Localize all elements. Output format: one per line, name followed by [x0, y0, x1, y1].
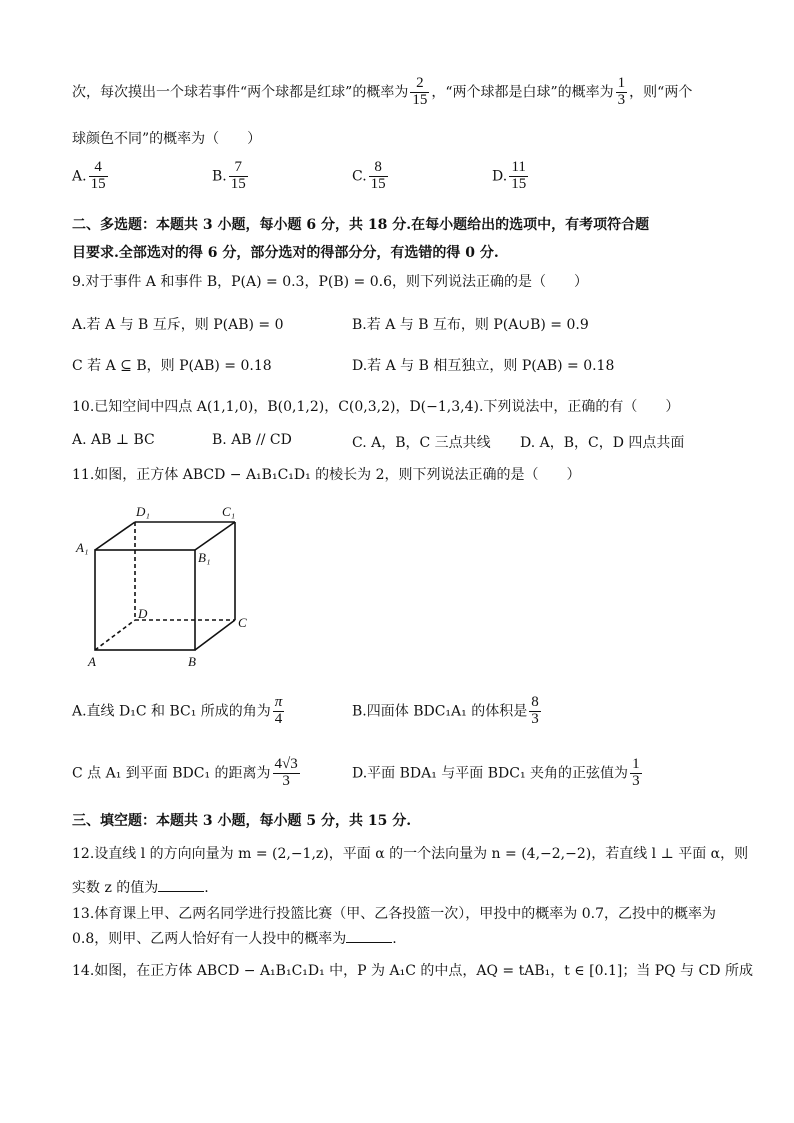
- q9-option-d: D.若 A 与 B 相互独立，则 P(AB) = 0.18: [352, 358, 615, 374]
- q12-line1: 12.设直线 l 的方向向量为 m = (2,−1,z)，平面 α 的一个法向量为 n = (4,−2,−2)，若直线 l ⊥ 平面 α，则: [72, 846, 749, 862]
- q8-option-d: D. $\frac{11}{15}$: [492, 159, 527, 192]
- q11-option-b: B.四面体 BDC₁A₁ 的体积是 $\frac{8}{3}$: [352, 694, 539, 727]
- q12-line2: 实数 z 的值为 .: [72, 877, 209, 897]
- q10-option-b: B. AB // CD: [212, 432, 292, 448]
- section2-heading-line2: 目要求.全部选对的得 6 分，部分选对的得部分分，有选错的得 0 分.: [72, 245, 499, 261]
- q10-option-a: A. AB ⊥ BC: [72, 432, 155, 448]
- edge-a1-d1: [95, 522, 135, 550]
- q12-answer-blank[interactable]: [158, 877, 204, 892]
- q11-option-a: A.直线 D₁C 和 BC₁ 所成的角为 $\frac{\pi}{4}$: [72, 694, 283, 727]
- label-d1: D₁: [136, 504, 150, 519]
- label-b: B: [188, 654, 196, 669]
- q11-stem: 11.如图，正方体 ABCD − A₁B₁C₁D₁ 的棱长为 2，则下列说法正确的是（ ）: [72, 467, 581, 483]
- q8-stem-a: 次，每次摸出一个球若事件“两个球都是红球”的概率为: [72, 84, 409, 101]
- label-b1: B₁: [198, 550, 211, 565]
- q11-option-d: D.平面 BDA₁ 与平面 BDC₁ 夹角的正弦值为 $\frac{1}{3}$: [352, 756, 640, 789]
- q13-answer-blank[interactable]: [346, 928, 392, 943]
- label-a: A: [88, 654, 96, 669]
- q8-fraction-white: $\frac{1}{3}$: [617, 75, 626, 108]
- q8-option-a: A. $\frac{4}{15}$: [72, 159, 106, 192]
- q8-fraction-red: $\frac{2}{15}$: [412, 75, 428, 108]
- cube-figure: [70, 500, 260, 675]
- section2-heading-line1: 二、多选题：本题共 3 小题，每小题 6 分，共 18 分.在每小题给出的选项中，有考项符合题: [72, 217, 650, 233]
- q13-line2: 0.8，则甲、乙两人恰好有一人投中的概率为 .: [72, 928, 397, 948]
- q8-stem-b: ，“两个球都是白球”的概率为: [431, 84, 614, 101]
- q9-option-c: C 若 A ⊆ B，则 P(AB) = 0.18: [72, 358, 272, 374]
- label-c1: C₁: [222, 504, 236, 519]
- front-face: [95, 550, 195, 650]
- q8-option-c: C. $\frac{8}{15}$: [352, 159, 386, 192]
- q11-option-c: C 点 A₁ 到平面 BDC₁ 的距离为 $\frac{4√3}{3}$: [72, 756, 298, 789]
- q8-stem-line2: 球颜色不同”的概率为（ ）: [72, 131, 262, 147]
- q13-line1: 13.体育课上甲、乙两名同学进行投篮比赛（甲、乙各投篮一次），甲投中的概率为 0.7，乙投中的概率为: [72, 906, 716, 922]
- edge-b-c: [195, 620, 235, 650]
- q8-option-b: B. $\frac{7}{15}$: [212, 159, 246, 192]
- label-c: C: [238, 615, 247, 630]
- q10-option-c: C. A，B，C 三点共线: [352, 435, 491, 451]
- q8-stem-c: ，则“两个: [629, 84, 693, 101]
- q9-option-a: A.若 A 与 B 互斥，则 P(AB) = 0: [72, 317, 284, 333]
- label-a1: A₁: [76, 540, 89, 555]
- q10-option-d: D. A，B，C，D 四点共面: [520, 435, 685, 451]
- q10-stem: 10.已知空间中四点 A(1,1,0)，B(0,1,2)，C(0,3,2)，D(−1,3,4).下列说法中，正确的有（ ）: [72, 399, 680, 415]
- edge-b1-c1: [195, 522, 235, 550]
- q9-stem: 9.对于事件 A 和事件 B，P(A) = 0.3，P(B) = 0.6，则下列说法正确的是（ ）: [72, 274, 588, 290]
- section3-heading: 三、填空题：本题共 3 小题，每小题 5 分，共 15 分.: [72, 813, 412, 829]
- q9-option-b: B.若 A 与 B 互布，则 P(A∪B) = 0.9: [352, 317, 589, 333]
- edge-a-d-hidden: [95, 620, 135, 650]
- q8-stem-line1: [72, 76, 692, 109]
- q14-line1: 14.如图，在正方体 ABCD − A₁B₁C₁D₁ 中，P 为 A₁C 的中点，AQ = tAB₁，t ∈ [0.1]；当 PQ 与 CD 所成: [72, 963, 753, 979]
- label-d: D: [138, 606, 148, 621]
